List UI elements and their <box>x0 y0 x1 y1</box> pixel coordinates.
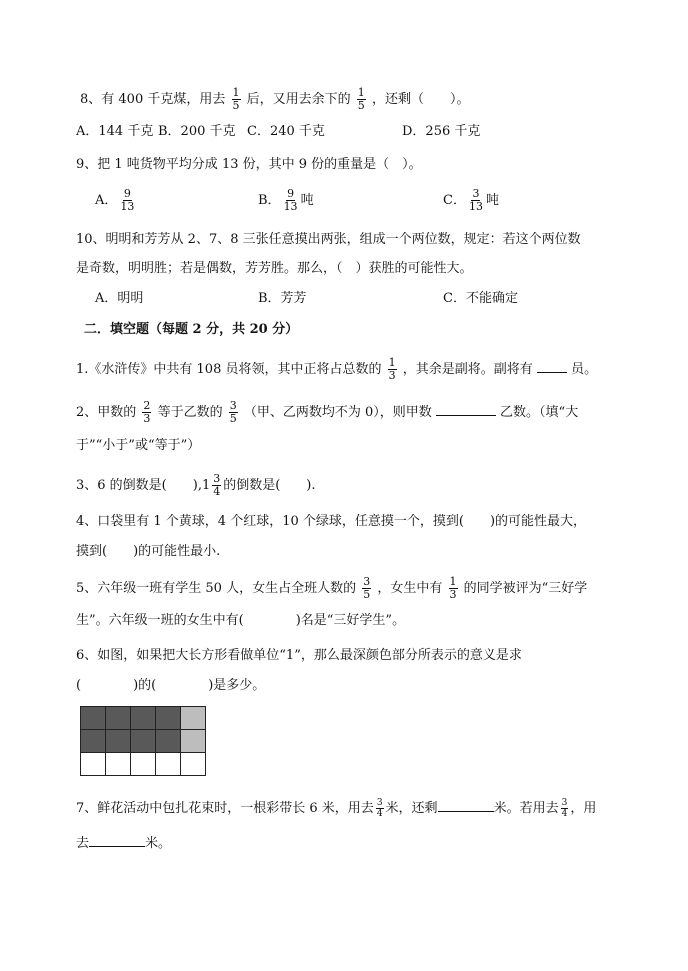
fraction: $\frac{3}{4}$ <box>376 798 383 819</box>
grid-row <box>81 753 206 776</box>
grid-cell-dark <box>81 730 106 753</box>
fill-2-line2: 于”“小于”或“等于”） <box>76 438 201 453</box>
q10-line1: 10、明明和芳芳从 2、7、8 三张任意摸出两张，组成一个两位数，规定：若这个两位数 <box>76 232 581 247</box>
fill-5: 5、六年级一班有学生 50 人，女生占全班人数的 $\frac{3}{5}$ ，女生中有 $\frac{1}{3}$ 的同学被评为“三好学 <box>76 575 588 601</box>
grid-row <box>81 707 206 730</box>
q8-option-c: C．240 千克 <box>247 124 325 139</box>
answer-blank[interactable] <box>537 358 567 373</box>
q9-option-a: A． $\frac{9}{13}$ <box>95 187 135 213</box>
q9-option-c: C． $\frac{3}{13}$ 吨 <box>443 187 499 213</box>
fill-4-line2: 摸到( )的可能性最小. <box>76 544 221 559</box>
grid-cell-white <box>181 753 206 776</box>
q8-option-a: A．144 千克 <box>76 124 154 139</box>
answer-blank[interactable] <box>436 401 496 416</box>
fill-7-line2: 去 米。 <box>76 832 171 854</box>
fill-6-line2: ( )的( )是多少。 <box>76 678 266 693</box>
fraction: $\frac{3}{5}$ <box>363 575 371 601</box>
fill-6-line1: 6、如图，如果把大长方形看做单位“1”，那么最深颜色部分所表示的意义是求 <box>76 648 522 663</box>
answer-blank[interactable] <box>89 832 145 847</box>
q8-stem: 8、有 400 千克煤，用去 $\frac{1}{5}$ 后，又用去余下的 $\frac{1}{5}$ ，还剩（ ）。 <box>80 86 470 112</box>
fraction: $\frac{9}{13}$ <box>283 187 298 213</box>
fill-4-line1: 4、口袋里有 1 个黄球，4 个红球，10 个绿球，任意摸一个，摸到( )的可能性最大， <box>76 514 587 529</box>
fraction: $\frac{3}{5}$ <box>229 399 237 425</box>
grid-cell-dark <box>81 707 106 730</box>
grid-cell-dark <box>106 730 131 753</box>
fill-5-line2: 生”。六年级一班的女生中有( )名是“三好学生”。 <box>76 613 406 628</box>
q9-stem: 9、把 1 吨货物平均分成 13 份，其中 9 份的重量是（ ）。 <box>76 157 422 172</box>
fill-3: 3、6 的倒数是( ), 1 $\frac{3}{4}$ 的倒数是( ). <box>76 472 316 498</box>
grid-cell-light <box>181 730 206 753</box>
answer-blank[interactable] <box>438 797 494 812</box>
grid-cell-dark <box>106 707 131 730</box>
fraction: $\frac{3}{13}$ <box>468 187 483 213</box>
grid-cell-light <box>181 707 206 730</box>
section-title: 二．填空题（每题 2 分，共 20 分） <box>84 322 299 337</box>
grid-cell-dark <box>131 730 156 753</box>
fraction: $\frac{2}{3}$ <box>143 399 151 425</box>
grid-cell-dark <box>156 707 181 730</box>
q8-option-d: D．256 千克 <box>402 124 481 139</box>
fraction: $\frac{1}{5}$ <box>357 86 365 112</box>
q10-line2: 是奇数，明明胜；若是偶数，芳芳胜。那么，（ ）获胜的可能性大。 <box>76 261 473 276</box>
grid-cell-dark <box>131 707 156 730</box>
grid-cell-dark <box>156 730 181 753</box>
fraction: $\frac{1}{3}$ <box>449 575 457 601</box>
grid-cell-white <box>156 753 181 776</box>
fraction: $\frac{1}{3}$ <box>388 356 396 382</box>
q10-option-a: A．明明 <box>95 291 144 306</box>
fraction: $\frac{1}{5}$ <box>232 86 240 112</box>
fraction: $\frac{3}{4}$ <box>561 798 568 819</box>
fill-1: 1.《水浒传》中共有 108 员将领，其中正将占总数的 $\frac{1}{3}$ ，其余是副将。副将有 员。 <box>76 356 598 382</box>
q9-option-b: B． $\frac{9}{13}$ 吨 <box>258 187 314 213</box>
q10-option-b: B．芳芳 <box>258 291 307 306</box>
grid-row <box>81 730 206 753</box>
mixed-number: 1 $\frac{3}{4}$ <box>201 472 221 498</box>
q10-option-c: C．不能确定 <box>443 291 518 306</box>
q8-option-b: B．200 千克 <box>158 124 236 139</box>
grid-cell-white <box>106 753 131 776</box>
fraction: $\frac{3}{4}$ <box>213 472 221 498</box>
fraction: $\frac{9}{13}$ <box>120 187 135 213</box>
fill-2: 2、甲数的 $\frac{2}{3}$ 等于乙数的 $\frac{3}{5}$ （甲、乙两数均不为 0），则甲数 乙数。（填“大 <box>76 399 579 425</box>
fill-7: 7、鲜花活动中包扎花束时，一根彩带长 6 米，用去 $\frac{3}{4}$ 米，还剩 米。若用去 $\frac{3}{4}$ ，用 <box>76 798 597 819</box>
rectangle-grid-figure <box>80 706 206 776</box>
grid-cell-white <box>81 753 106 776</box>
grid-cell-white <box>131 753 156 776</box>
